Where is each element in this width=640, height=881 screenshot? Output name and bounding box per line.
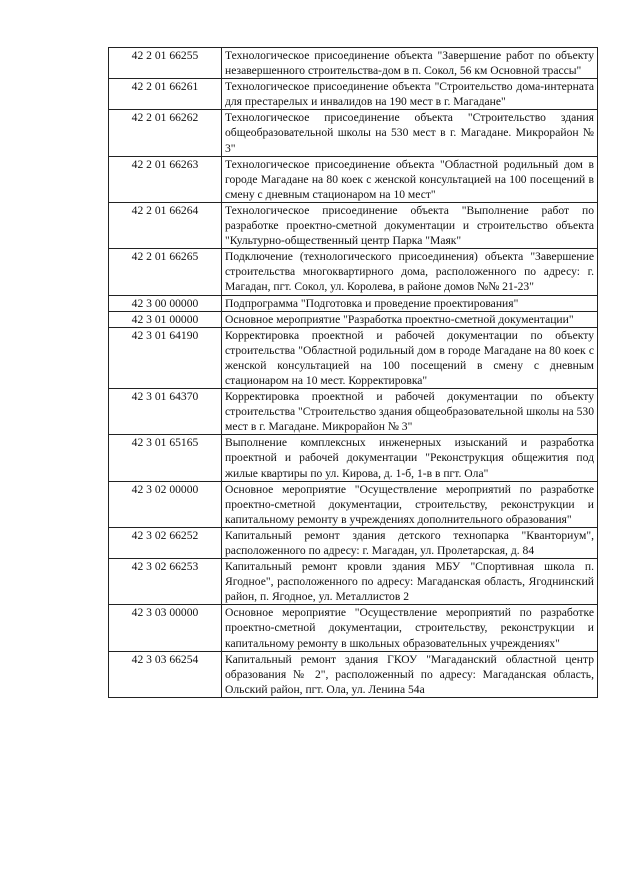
description-cell: Подпрограмма "Подготовка и проведение проектирования": [222, 295, 598, 311]
classification-code-cell: 42 3 01 64190: [109, 327, 222, 388]
table-row: [109, 481, 598, 527]
table-row: [109, 110, 598, 156]
table-row: [109, 389, 598, 435]
classification-code-cell: 42 3 02 66252: [109, 527, 222, 558]
classification-code-cell: 42 2 01 66263: [109, 156, 222, 202]
table-row: [109, 295, 598, 311]
classification-code-cell: 42 3 01 65165: [109, 435, 222, 481]
classification-code-cell: 42 3 01 00000: [109, 311, 222, 327]
table-row: [109, 559, 598, 605]
table-row: [109, 605, 598, 651]
description-cell: Технологическое присоединение объекта "Областной родильный дом в городе Магадане на 80 коек с женской консультацией на 100 посещений в смену с дневным стационаром на 10 мест": [222, 156, 598, 202]
classification-code-cell: 42 2 01 66264: [109, 202, 222, 248]
table-row: [109, 327, 598, 388]
description-cell: Основное мероприятие "Осуществление мероприятий по разработке проектно-сметной документации, строительству, реконструкции и капитальному ремонту в школьных образовательных учреждениях": [222, 605, 598, 651]
description-cell: Технологическое присоединение объекта "Строительство дома-интерната для престарелых и инвалидов на 190 мест в г. Магадане": [222, 79, 598, 110]
table-body: [109, 48, 598, 698]
description-cell: Выполнение комплексных инженерных изысканий и разработка проектной и рабочей документации "Реконструкция общежития под жилые квартиры по ул. Кирова, д. 1-б, 1-в в пгт. Ола": [222, 435, 598, 481]
table-row: [109, 48, 598, 79]
classification-code-cell: 42 3 00 00000: [109, 295, 222, 311]
classification-code-cell: 42 3 03 66254: [109, 651, 222, 697]
description-cell: Капитальный ремонт кровли здания МБУ "Спортивная школа п. Ягодное", расположенного по адресу: Магаданская область, Ягоднинский район, п. Ягодное, ул. Металлистов 2: [222, 559, 598, 605]
table-row: [109, 249, 598, 295]
table-row: [109, 651, 598, 697]
classification-code-cell: 42 3 02 66253: [109, 559, 222, 605]
table-row: [109, 527, 598, 558]
classification-code-cell: 42 3 01 64370: [109, 389, 222, 435]
description-cell: Капитальный ремонт здания ГКОУ "Магаданский областной центр образования № 2", расположенный по адресу: Магаданская область, Ольский район, пгт. Ола, ул. Ленина 54а: [222, 651, 598, 697]
description-cell: Капитальный ремонт здания детского технопарка "Кванториум", расположенного по адресу: г. Магадан, ул. Пролетарская, д. 84: [222, 527, 598, 558]
description-cell: Основное мероприятие "Разработка проектно-сметной документации": [222, 311, 598, 327]
table-row: [109, 311, 598, 327]
description-cell: Технологическое присоединение объекта "Завершение работ по объекту незавершенного строительства-дом в п. Сокол, 56 км Основной трассы": [222, 48, 598, 79]
classification-code-cell: 42 3 03 00000: [109, 605, 222, 651]
description-cell: Подключение (технологического присоединения) объекта "Завершение строительства многоквартирного дома, расположенного по адресу: г. Магадан, пгт. Сокол, ул. Королева, в районе домов №№ 21-23": [222, 249, 598, 295]
classification-code-cell: 42 2 01 66261: [109, 79, 222, 110]
classification-code-cell: 42 2 01 66255: [109, 48, 222, 79]
table-row: [109, 202, 598, 248]
classification-code-cell: 42 2 01 66262: [109, 110, 222, 156]
description-cell: Основное мероприятие "Осуществление мероприятий по разработке проектно-сметной документации, строительству, реконструкции и капитальному ремонту в учреждениях дополнительного образования": [222, 481, 598, 527]
description-cell: Технологическое присоединение объекта "Строительство здания общеобразовательной школы на 530 мест в г. Магадане. Микрорайон № 3": [222, 110, 598, 156]
description-cell: Корректировка проектной и рабочей документации по объекту строительства "Областной родильный дом в городе Магадане на 80 коек с женской консультацией на 100 посещений в смену с дневным стационаром на 10 мест. Корректировка": [222, 327, 598, 388]
budget-classification-table: [108, 47, 598, 698]
classification-code-cell: 42 2 01 66265: [109, 249, 222, 295]
table-row: [109, 156, 598, 202]
description-cell: Технологическое присоединение объекта "Выполнение работ по разработке проектно-сметной документации и строительство объекта "Культурно-общественный центр Парка "Маяк": [222, 202, 598, 248]
classification-code-cell: 42 3 02 00000: [109, 481, 222, 527]
table-row: [109, 435, 598, 481]
table-row: [109, 79, 598, 110]
description-cell: Корректировка проектной и рабочей документации по объекту строительства "Строительство здания общеобразовательной школы на 530 мест в г. Магадане. Микрорайон № 3": [222, 389, 598, 435]
